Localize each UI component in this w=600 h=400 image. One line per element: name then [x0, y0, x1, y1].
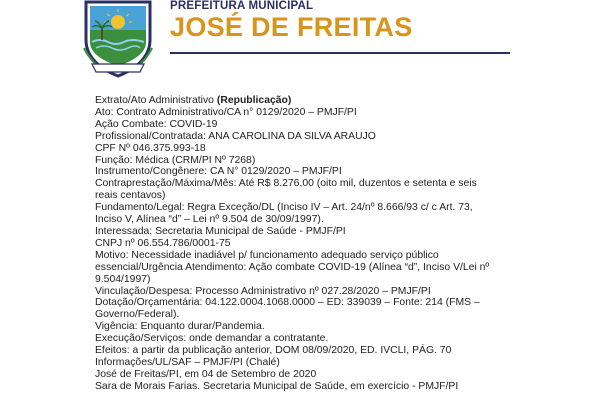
text-line: Fundamento/Legal: Regra Exceção/DL (Inciso IV – Art. 24/nº 8.666/93 c/ c Art. 73, Inciso V, Alínea “d” – Lei nº 9.504 de 30/09/1997).: [95, 202, 473, 226]
text-line: Função: Médica (CRM/PI Nº 7268): [95, 154, 256, 166]
text-line: Ato: Contrato Administrativo/CA n° 0129/2020 – PMJF/PI: [95, 106, 357, 118]
text-line: Sara de Morais Farias. Secretaria Municipal de Saúde, em exercício - PMJF/PI: [95, 380, 459, 392]
text-line: Efeitos: a partir da publicação anterior, DOM 08/09/2020, ED. IVCLI, PÁG. 70: [95, 345, 452, 357]
text-line: Execução/Serviços: onde demandar a contratante.: [95, 333, 329, 345]
text-line: Informações/UL/SAF – PMJF/PI (Chalé): [95, 356, 280, 368]
document-title-prefix: Extrato/Ato Administrativo: [95, 95, 217, 106]
city-name: JOSÉ DE FREITAS: [170, 12, 413, 42]
text-line: Motivo: Necessidade inadiável p/ funcionamento adequado serviço público essencial/Urgência Atendimento: Ação combate COVID-19 (Alínea “d”, Inciso V/Lei nº 9.504/1997): [95, 249, 490, 285]
municipal-crest-icon: [80, 0, 156, 78]
text-line: Vigência: Enquanto durar/Pandemia.: [95, 321, 265, 333]
document-title-emphasis: (Republicação): [216, 95, 292, 106]
text-line: Vinculação/Despesa: Processo Administrativo nº 027.28/2020 – PMJF/PI: [95, 285, 431, 297]
text-line: Dotação/Orçamentária: 04.122.0004.1068.0000 – ED: 339039 – Fonte: 214 (FMS – Governo/Federal).: [95, 297, 480, 321]
prefeitura-label: PREFEITURA MUNICIPAL: [170, 0, 314, 12]
header: [0, 0, 600, 80]
text-line: Profissional/Contratada: ANA CAROLINA DA SILVA ARAUJO: [95, 130, 376, 142]
text-line: Contraprestação/Máxima/Mês: Até R$ 8.276,00 (oito mil, duzentos e setenta e seis reais centavos): [95, 178, 477, 202]
text-line: Ação Combate: COVID-19: [95, 118, 218, 130]
text-line: Instrumento/Congênere: CA N° 0129/2020 – PMJF/PI: [95, 166, 342, 178]
text-line: CPF Nº 046.375.993-18: [95, 142, 206, 154]
document-title: [95, 95, 490, 107]
document-body: [95, 95, 490, 393]
text-line: José de Freitas/PI, em 04 de Setembro de 2020: [95, 368, 317, 380]
text-line: CNPJ nº 06.554.786/0001-75: [95, 237, 231, 249]
text-line: Interessada: Secretaria Municipal de Saúde - PMJF/PI: [95, 225, 346, 237]
header-divider: [170, 52, 510, 54]
